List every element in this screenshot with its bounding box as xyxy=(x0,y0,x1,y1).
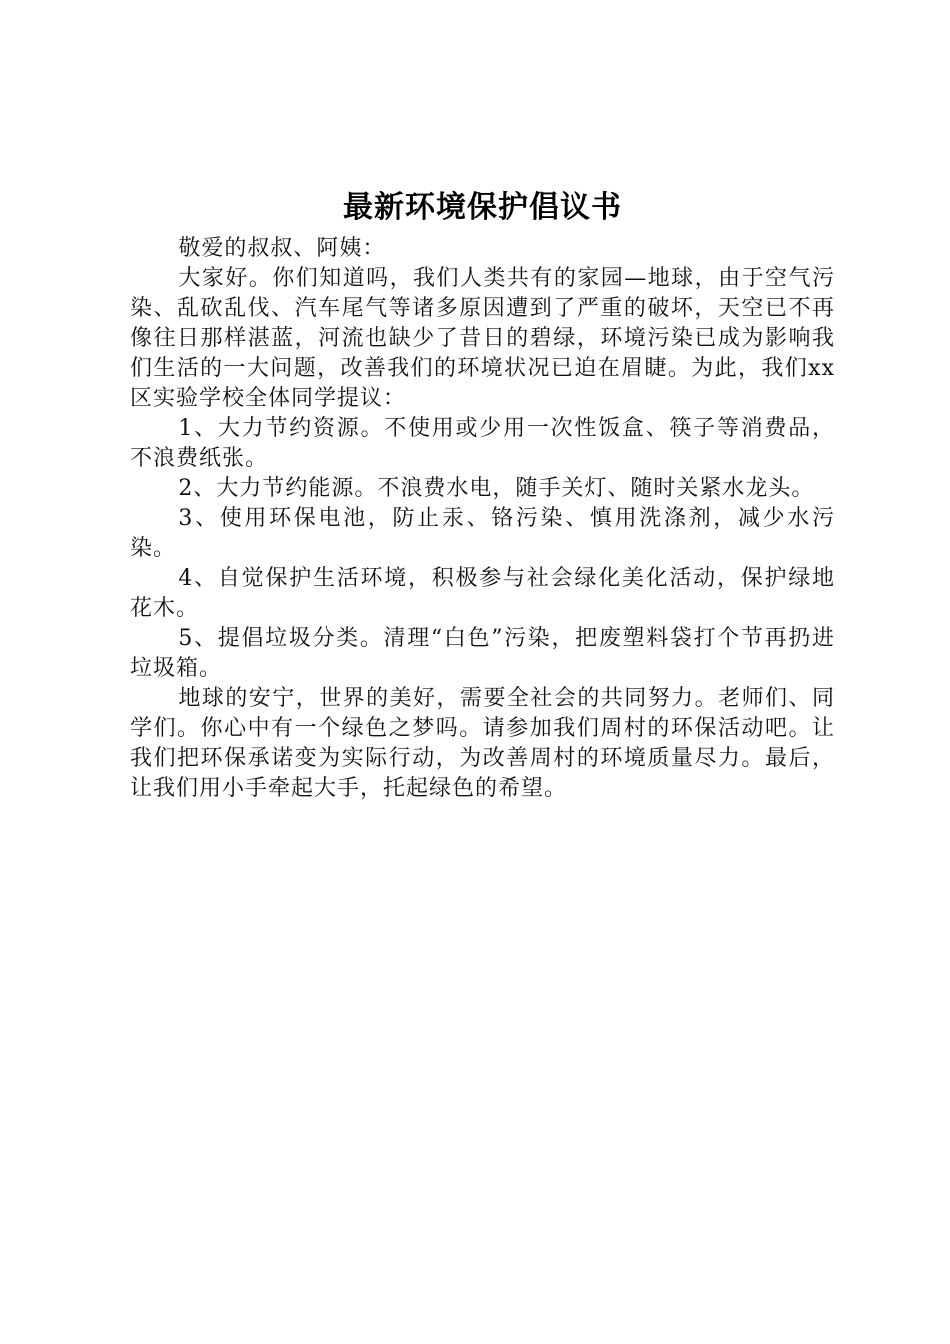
closing-paragraph: 地球的安宁，世界的美好，需要全社会的共同努力。老师们、同学们。你心中有一个绿色之梦吗。请参加我们周村的环保活动吧。让我们把环保承诺变为实际行动，为改善周村的环境质量尽力。最后，让我们用小手牵起大手，托起绿色的希望。 xyxy=(130,686,835,801)
salutation: 敬爱的叔叔、阿姨： xyxy=(178,236,386,261)
document-title: 最新环境保护倡议书 xyxy=(343,190,622,225)
proposal-item-1: 1、大力节约资源。不使用或少用一次性饭盒、筷子等消费品，不浪费纸张。 xyxy=(130,416,835,471)
proposal-item-3: 3、使用环保电池，防止汞、铬污染、慎用洗涤剂，减少水污染。 xyxy=(130,506,835,561)
proposal-item-4: 4、自觉保护生活环境，积极参与社会绿化美化活动，保护绿地花木。 xyxy=(130,566,835,621)
document-body xyxy=(130,188,835,804)
intro-paragraph: 大家好。你们知道吗，我们人类共有的家园—地球，由于空气污染、乱砍乱伐、汽车尾气等诸多原因遭到了严重的破坏，天空已不再像往日那样湛蓝，河流也缺少了昔日的碧绿，环境污染已成为影响我们生活的一大问题，改善我们的环境状况已迫在眉睫。为此，我们xx区实验学校全体同学提议： xyxy=(130,266,835,411)
proposal-item-5: 5、提倡垃圾分类。清理“白色”污染，把废塑料袋打个节再扔进垃圾箱。 xyxy=(130,626,835,681)
proposal-item-2: 2、大力节约能源。不浪费水电，随手关灯、随时关紧水龙头。 xyxy=(178,476,815,501)
